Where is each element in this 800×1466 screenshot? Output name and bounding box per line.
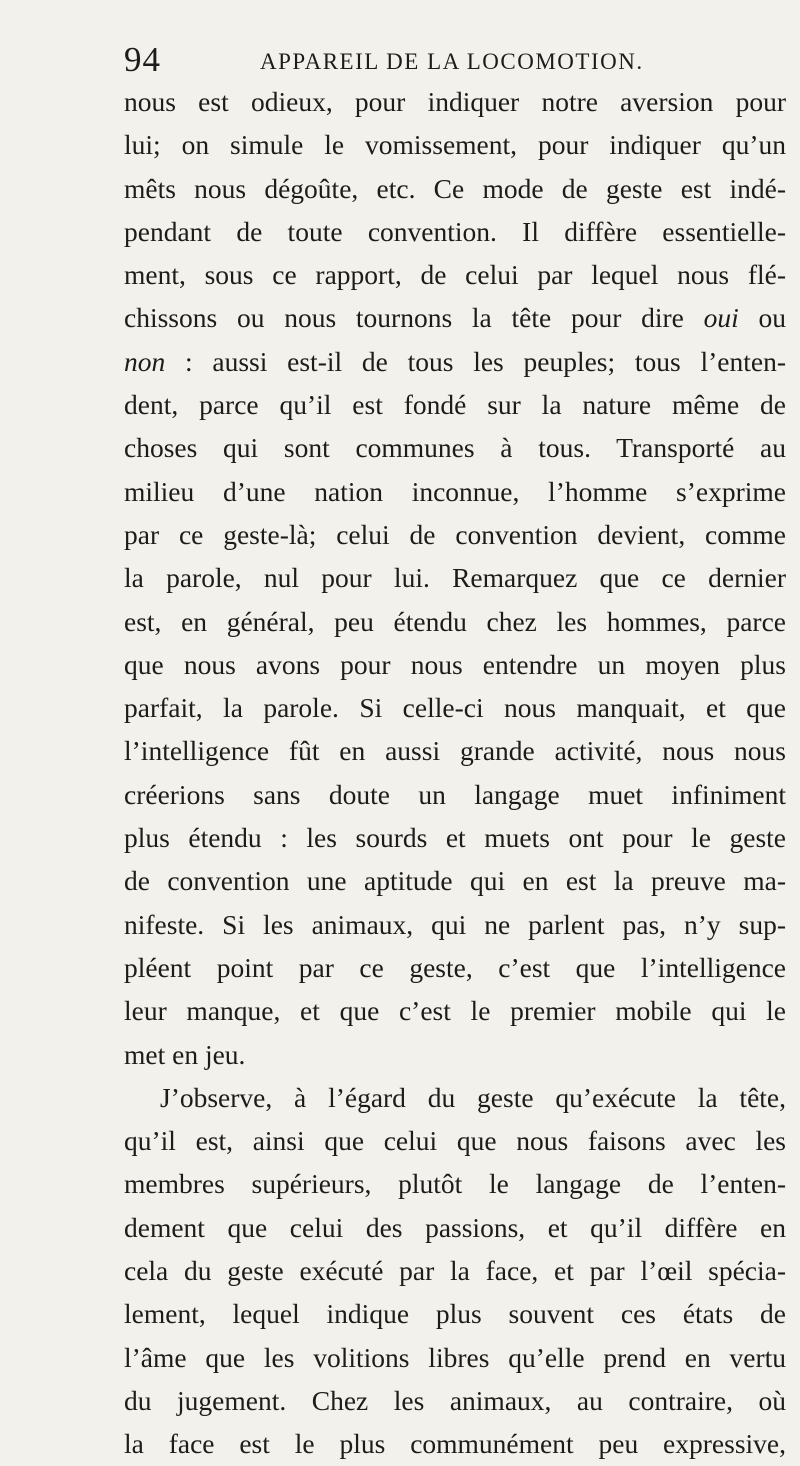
text-line: plus étendu : les sourds et muets ont pour le geste — [124, 822, 786, 854]
text-line: pendant de toute convention. Il diffère essentielle- — [124, 215, 786, 247]
text-line: milieu d’une nation inconnue, l’homme s’exprime — [124, 475, 786, 507]
text-line: lement, lequel indique plus souvent ces états de — [124, 1298, 786, 1330]
text-line: chissons ou nous tournons la tête pour dire oui ou — [124, 302, 786, 334]
text-line: du jugement. Chez les animaux, au contraire, où — [124, 1384, 786, 1416]
text-line: non : aussi est-il de tous les peuples; tous l’enten- — [124, 345, 786, 377]
running-head — [124, 40, 764, 80]
page-number: 94 — [124, 40, 161, 79]
text-line: l’intelligence fût en aussi grande activité, nous nous — [124, 735, 786, 767]
running-title: APPAREIL DE LA LOCOMOTION. — [260, 49, 644, 74]
text-line: membres supérieurs, plutôt le langage de l’enten- — [124, 1168, 786, 1200]
text-line: nous est odieux, pour indiquer notre aversion pour — [124, 86, 786, 117]
text-line: la face est le plus communément peu expressive, — [124, 1428, 786, 1460]
body-text — [124, 80, 786, 1466]
text-line: leur manque, et que c’est le premier mobile qui le — [124, 995, 786, 1027]
text-line: par ce geste-là; celui de convention devient, comme — [124, 518, 786, 550]
text-line: J’observe, à l’égard du geste qu’exécute la tête, — [160, 1081, 786, 1113]
text-line: est, en général, peu étendu chez les hommes, parce — [124, 605, 786, 637]
text-line: nifeste. Si les animaux, qui ne parlent pas, n’y sup- — [124, 908, 786, 940]
text-line: mêts nous dégoûte, etc. Ce mode de geste est indé- — [124, 172, 786, 204]
text-line: lui; on simule le vomissement, pour indiquer qu’un — [124, 129, 786, 161]
text-line: cela du geste exécuté par la face, et par l’œil spécia- — [124, 1255, 786, 1287]
text-line: dement que celui des passions, et qu’il diffère en — [124, 1211, 786, 1243]
text-line: dent, parce qu’il est fondé sur la nature même de — [124, 389, 786, 421]
text-line: la parole, nul pour lui. Remarquez que ce dernier — [124, 562, 786, 594]
text-line: pléent point par ce geste, c’est que l’intelligence — [124, 951, 786, 983]
text-line: que nous avons pour nous entendre un moyen plus — [124, 648, 786, 680]
italic-word: oui — [703, 302, 739, 334]
text-line: parfait, la parole. Si celle-ci nous manquait, et que — [124, 692, 786, 724]
italic-word: non — [124, 345, 166, 377]
text-line: ment, sous ce rapport, de celui par lequel nous flé- — [124, 259, 786, 291]
text-line: qu’il est, ainsi que celui que nous faisons avec les — [124, 1125, 786, 1157]
text-line: choses qui sont communes à tous. Transporté au — [124, 432, 786, 464]
text-line: de convention une aptitude qui en est la preuve ma- — [124, 865, 786, 897]
text-line: met en jeu. — [124, 1038, 246, 1070]
text-line: l’âme que les volitions libres qu’elle prend en vertu — [124, 1341, 786, 1373]
text-line: créerions sans doute un langage muet infiniment — [124, 778, 786, 810]
